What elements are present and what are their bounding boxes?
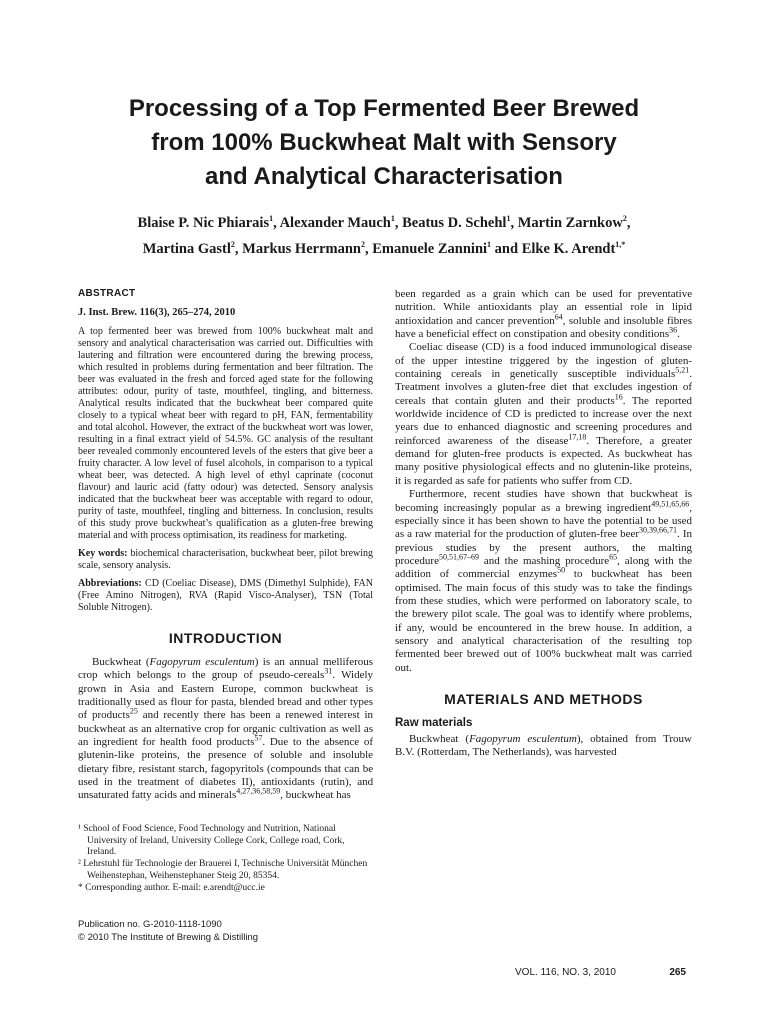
italic-term: Fagopyrum esculentum — [469, 732, 577, 745]
author-affiliation-mark: 2 — [360, 240, 365, 250]
copyright: © 2010 The Institute of Brewing & Distilling — [78, 932, 259, 943]
author-name: Martina Gastl — [142, 241, 231, 257]
author-name: Alexander Mauch — [279, 215, 391, 231]
title-line-2: from 100% Buckwheat Malt with Sensory — [151, 129, 617, 156]
introduction-paragraph-2: Coeliac disease (CD) is a food induced immunological disease of the upper intestine triggered by the ingestion of gluten-containing cereals in genetically susceptible individuals$^{5,21}$. Treatment involves a gluten-free diet that excludes ingestion of cereals that contain gluten and their products$^{16}$. The reported worldwide incidence of CD is predicted to increase over the next years due to enhanced diagnostic and screening procedures and reinforced awareness of the disease$^{17,18}$. Therefore, a greater demand for gluten-free products is expected. As buckwheat has many positive physiological effects and no glutenin-like proteins, it is regarded as safe for patients who suffer from CD. — [395, 341, 692, 487]
citation-reference: 50,51,67–69 — [438, 552, 479, 562]
author-name: Beatus D. Schehl — [402, 215, 507, 231]
citation-reference: 5,21 — [675, 365, 690, 375]
italic-term: Fagopyrum esculentum — [149, 656, 255, 668]
introduction-paragraph-3: Furthermore, recent studies have shown that buckwheat is becoming increasingly popular as a brewing ingredient$^{49,51,65,66}$, especially since it has been shown to have the potential to be used as a raw material for the production of gluten-free beer$^{30,39,66,71}$. In previous studies by the present authors, the malting procedure$^{50,51,67-69}$ and the mashing procedure$^{65}$, along with the addition of commercial enzymes$^{50}$ to buckwheat has been optimised. The main focus of this study was to take the findings from these studies, which were performed on laboratory scale, to the brewery pilot scale. The goal was to identify where problems, if any, would be encountered in the brew house. In addition, a sensory and analytical characterisation of the resulting top fermented beer brewed out of 100% buckwheat malt was carried out. — [395, 488, 693, 674]
citation-reference: 17,18 — [568, 432, 587, 442]
volume-info: VOL. 116, NO. 3, 2010 — [515, 967, 616, 978]
abstract-text: A top fermented beer was brewed from 100% buckwheat malt and sensory and analytical characterisation was carried out. Difficulties with lautering and filtration were encountered during the brewing process, which resulted in problems during fermentation and beer filtration. The beer was evaluated in the fresh and forced aged state for the following attributes: odour, purity of taste, mouthfeel, tingling, and bitterness. Analytical results indicated that the buckwheat beer compared quite closely to a typical wheat beer with regard to pH, FAN, fermentability and total alcohol. However, the extract of the buckwheat wort was lower, resulting in a final extract yield of 54.5%. GC analysis of the resultant beer revealed commonly encountered levels of the esters that give beer a fruity character. A low level of fusel alcohols, in comparison to a typical wheat beer, was detected. A high level of ethyl caprinate (coconut flavour) and lauric acid (fatty odour) was detected. Sensory analysis indicated that the buckwheat beer was acceptable with regard to odour, purity of taste, mouthfeel, tingling and bitterness. In conclusion, results of this study prove buckwheat’s qualification as a gluten-free brewing material and with process optimisation, its readiness for marketing. — [78, 326, 373, 541]
author-affiliation-mark: 1 — [390, 214, 395, 224]
citation-reference: 25 — [129, 706, 138, 716]
authors-line-2: Martina Gastl$^2$, Markus Herrmann$^2$, Emanuele Zannini$^1$ and Elke K. Arendt$^{1,*}$ — [142, 240, 626, 257]
article-title — [60, 92, 708, 194]
raw-materials-subheading: Raw materials — [395, 716, 473, 729]
authors-line-1: Blaise P. Nic Phiarais$^1$, Alexander Mauch$^1$, Beatus D. Schehl$^1$, Martin Zarnkow$^2$, — [137, 214, 631, 231]
materials-paragraph-1: Buckwheat (Fagopyrum esculentum), obtained from Trouw B.V. (Rotterdam, The Netherlands), was harvested — [395, 732, 692, 759]
citation-reference: 36 — [669, 325, 678, 335]
citation-reference: 49,51,65,66 — [651, 498, 690, 508]
publication-info — [78, 918, 373, 944]
citation-reference: 30,39,66,71 — [639, 525, 678, 535]
keywords — [78, 548, 373, 572]
citation-reference: 65 — [609, 552, 618, 562]
footnotes — [78, 824, 373, 894]
title-line-1: Processing of a Top Fermented Beer Brewed — [128, 95, 640, 122]
title-line-3: and Analytical Characterisation — [205, 163, 563, 190]
citation-reference: 31 — [324, 666, 333, 676]
footnote-affiliation-1: ¹ School of Food Science, Food Technology and Nutrition, National University of Ireland, University College Cork, College road, Cork, Ireland. — [78, 824, 345, 858]
citation-reference: 64 — [554, 312, 563, 322]
footnote-affiliation-2: ² Lehrstuhl für Technologie der Brauerei I, Technische Universität München Weihenstephan, Weihenstephaner Steig 20, 85354. — [78, 859, 368, 881]
footnote-corresponding-author: * Corresponding author. E-mail: e.arendt@ucc.ie — [78, 882, 265, 893]
right-column — [395, 288, 692, 760]
author-affiliation-mark: 1 — [487, 240, 492, 250]
author-name: Emanuele Zannini — [372, 241, 488, 257]
abbreviations-text: CD (Coeliac Disease), DMS (Dimethyl Sulphide), FAN (Free Amino Nitrogen), RVA (Rapid Visco-Analyser), TSN (Total Soluble Nitrogen). — [78, 578, 373, 613]
author-affiliation-mark: 2 — [622, 214, 627, 224]
citation-reference: 16 — [614, 392, 623, 402]
citation-reference: 4,27,36,58,59 — [236, 786, 281, 796]
author-affiliation-mark: 1 — [506, 214, 511, 224]
abbreviations-label: Abbreviations: — [78, 578, 142, 589]
author-name: Blaise P. Nic Phiarais — [137, 215, 270, 231]
keywords-label: Key words: — [78, 548, 128, 559]
publication-number: Publication no. G-2010-1118-1090 — [78, 919, 222, 930]
citation-reference: 50 — [557, 565, 566, 575]
journal-citation: J. Inst. Brew. 116(3), 265–274, 2010 — [78, 307, 236, 318]
left-column — [78, 288, 373, 803]
introduction-heading: INTRODUCTION — [168, 630, 283, 646]
author-name: Elke K. Arendt — [521, 241, 616, 257]
introduction-paragraph-1: Buckwheat (Fagopyrum esculentum) is an annual melliferous crop which belongs to the group of pseudo-cereals$^{31}$. Widely grown in Asia and Eastern Europe, common buckwheat is traditionally used as flour for pasta, blended bread and other types of products$^{25}$ and recently there has been a renewed interest in buckwheat as an alternative crop for organic cultivation as well as an ingredient for health food products$^{57}$. Due to the absence of glutenin-like proteins, the presence of soluble and insoluble dietary fibre, resistant starch, fagopyritols (compounds that can be used in the treatment of diabetes II), antioxidants (rutin), and unsaturated fatty acids and minerals$^{4,27,36,58,59}$, buckwheat has — [78, 656, 374, 802]
abbreviations — [78, 578, 373, 614]
author-name: Markus Herrmann — [242, 241, 361, 257]
author-affiliation-mark: 1 — [269, 214, 274, 224]
introduction-paragraph-1-cont: been regarded as a grain which can be used for preventative nutrition. While antioxidants play an essential role in lipid antioxidation and cancer prevention$^{64}$, soluble and insoluble fibres have a beneficial effect on constipation and obesity conditions$^{36}$. — [395, 288, 693, 341]
author-name: Martin Zarnkow — [517, 215, 623, 231]
author-list — [60, 210, 708, 262]
author-affiliation-mark: 2 — [230, 240, 235, 250]
keywords-text: biochemical characterisation, buckwheat beer, pilot brewing scale, sensory analysis. — [78, 548, 374, 571]
abstract-heading: ABSTRACT — [78, 288, 136, 299]
citation-reference: 57 — [254, 733, 263, 743]
materials-heading: MATERIALS AND METHODS — [444, 690, 643, 707]
page-number: 265 — [669, 967, 686, 978]
author-affiliation-mark: 1,* — [615, 240, 626, 250]
